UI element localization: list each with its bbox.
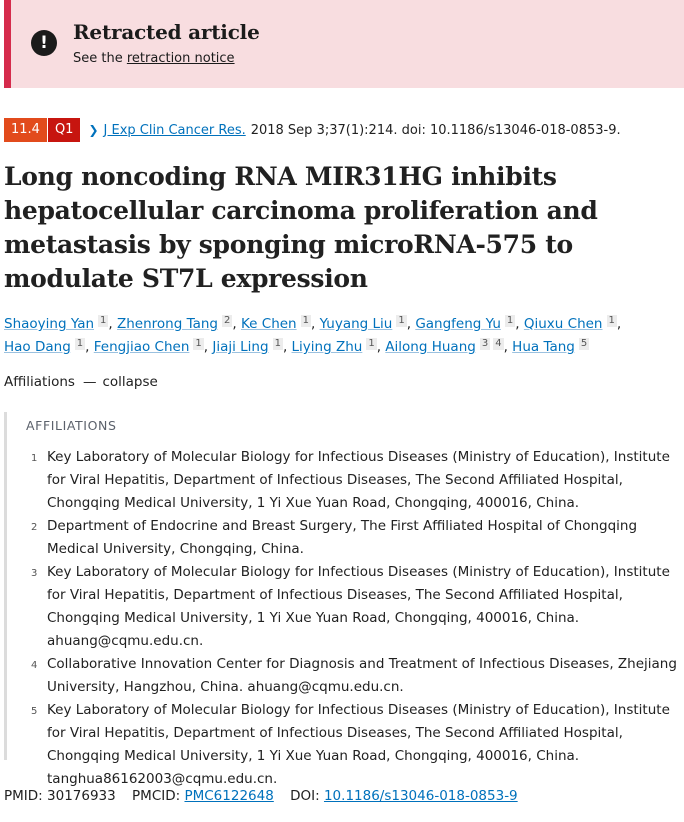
citation-row bbox=[4, 118, 621, 142]
affiliation-ref[interactable]: 1 bbox=[302, 315, 309, 326]
pmcid-label: PMCID: bbox=[132, 788, 181, 804]
author-name-link[interactable]: Liying Zhu bbox=[291, 339, 363, 355]
quartile-badge: Q1 bbox=[48, 118, 81, 142]
affiliation-ref[interactable]: 5 bbox=[580, 338, 588, 349]
affiliations-toggle[interactable]: Affiliations — collapse bbox=[4, 374, 158, 390]
affiliation-ref[interactable]: 1 bbox=[368, 338, 375, 349]
author-item bbox=[415, 316, 524, 332]
retraction-notice-link[interactable]: retraction notice bbox=[126, 51, 235, 66]
affiliation-number: 4 bbox=[31, 660, 38, 671]
journal-link[interactable]: J Exp Clin Cancer Res. bbox=[103, 122, 246, 138]
affiliation-ref[interactable]: 1 bbox=[506, 315, 514, 326]
author-item bbox=[385, 339, 512, 355]
author-name-link[interactable]: Ailong Huang bbox=[385, 339, 476, 355]
affiliation-number: 1 bbox=[31, 453, 38, 464]
author-name-link[interactable]: Jiaji Ling bbox=[212, 339, 269, 355]
affiliation-ref[interactable]: 1 bbox=[100, 315, 107, 326]
retraction-subtext bbox=[73, 51, 235, 66]
author-item bbox=[212, 339, 291, 355]
author-separator: , bbox=[515, 316, 524, 332]
affiliation-ref[interactable]: 1 bbox=[608, 315, 615, 326]
author-item bbox=[320, 316, 416, 332]
author-name-link[interactable]: Fengjiao Chen bbox=[93, 339, 190, 355]
affiliation-ref[interactable]: 1 bbox=[398, 315, 405, 326]
author-separator: , bbox=[310, 316, 320, 332]
collapse-link[interactable]: collapse bbox=[102, 374, 158, 390]
author-name-link[interactable]: Shaoying Yan bbox=[4, 316, 95, 332]
affiliation-item bbox=[23, 653, 683, 699]
chevron-right-icon[interactable]: ❯ bbox=[88, 123, 99, 137]
affiliation-text: Key Laboratory of Molecular Biology for Infectious Diseases (Ministry of Education), Institute for Viral Hepatitis, Department of Infectious Diseases, The Second Affiliated Hospital, Chongqing Medical University, 1 Yi Xue Yuan Road, Chongqing, 400016, China. tanghua86162003@cqmu.edu.cn. bbox=[47, 702, 670, 787]
author-item bbox=[292, 339, 386, 355]
impact-factor-badge: 11.4 bbox=[4, 118, 47, 142]
affiliation-ref[interactable]: 1 bbox=[76, 338, 84, 349]
affiliation-number: 3 bbox=[31, 568, 38, 579]
pmid-label: PMID: bbox=[4, 788, 43, 804]
affiliation-ref[interactable]: 4 bbox=[495, 338, 502, 349]
affiliation-item bbox=[23, 515, 683, 561]
author-name-link[interactable]: Gangfeng Yu bbox=[415, 316, 501, 332]
author-item bbox=[94, 339, 213, 355]
retraction-title: Retracted article bbox=[73, 20, 260, 44]
affiliation-text: Key Laboratory of Molecular Biology for Infectious Diseases (Ministry of Education), Institute for Viral Hepatitis, Department of Infectious Diseases, The Second Affiliated Hospital, Chongqing Medical University, 1 Yi Xue Yuan Road, Chongqing, 400016, China. bbox=[47, 449, 670, 511]
retraction-prefix: See the bbox=[73, 51, 123, 66]
affiliation-item bbox=[23, 446, 683, 515]
citation-details: 2018 Sep 3;37(1):214. doi: 10.1186/s13046-018-0853-9. bbox=[250, 122, 621, 138]
affiliation-item bbox=[23, 699, 683, 791]
affiliations-heading: AFFILIATIONS bbox=[26, 418, 117, 433]
article-identifiers bbox=[4, 788, 518, 804]
author-item bbox=[512, 339, 589, 355]
affiliation-item bbox=[23, 561, 683, 653]
author-separator: , bbox=[108, 316, 117, 332]
affiliation-ref[interactable]: 1 bbox=[274, 338, 281, 349]
affiliation-ref[interactable]: 3 bbox=[481, 338, 489, 349]
author-name-link[interactable]: Hao Dang bbox=[4, 339, 71, 355]
affiliation-text: Collaborative Innovation Center for Diagnosis and Treatment of Infectious Diseases, Zhejiang University, Hangzhou, China. ahuang@cqmu.edu.cn. bbox=[47, 656, 677, 695]
doi-label: DOI: bbox=[290, 788, 320, 804]
pmcid-link[interactable]: PMC6122648 bbox=[184, 788, 274, 804]
author-item bbox=[4, 316, 117, 332]
author-separator: , bbox=[85, 339, 94, 355]
affiliation-number: 5 bbox=[31, 706, 38, 717]
author-name-link[interactable]: Qiuxu Chen bbox=[523, 316, 603, 332]
author-separator: , bbox=[376, 339, 386, 355]
author-separator: , bbox=[503, 339, 513, 355]
author-name-link[interactable]: Hua Tang bbox=[512, 339, 575, 355]
affiliation-number: 2 bbox=[31, 522, 38, 533]
affiliation-text: Department of Endocrine and Breast Surgery, The First Affiliated Hospital of Chongqing Medical University, Chongqing, China. bbox=[47, 518, 638, 557]
exclamation-circle-icon: ! bbox=[31, 30, 57, 56]
author-item bbox=[117, 316, 241, 332]
article-title: Long noncoding RNA MIR31HG inhibits hepatocellular carcinoma proliferation and metastasis by sponging microRNA-575 to modulate ST7L expression bbox=[4, 162, 598, 293]
affiliation-text: Key Laboratory of Molecular Biology for Infectious Diseases (Ministry of Education), Institute for Viral Hepatitis, Department of Infectious Diseases, The Second Affiliated Hospital, Chongqing Medical University, 1 Yi Xue Yuan Road, Chongqing, 400016, China. ahuang@cqmu.edu.cn. bbox=[47, 564, 670, 649]
author-separator: , bbox=[616, 316, 622, 332]
affiliations-panel bbox=[4, 412, 684, 787]
author-item bbox=[4, 339, 94, 355]
affiliations-label: Affiliations bbox=[4, 374, 75, 390]
author-name-link[interactable]: Ke Chen bbox=[240, 316, 297, 332]
doi-link[interactable]: 10.1186/s13046-018-0853-9 bbox=[323, 788, 518, 804]
pmid-value: 30176933 bbox=[47, 788, 116, 804]
author-item bbox=[524, 316, 621, 332]
affiliation-ref[interactable]: 2 bbox=[224, 315, 231, 326]
retraction-banner bbox=[4, 0, 684, 88]
author-name-link[interactable]: Yuyang Liu bbox=[319, 316, 393, 332]
author-separator: , bbox=[232, 316, 241, 332]
author-name-link[interactable]: Zhenrong Tang bbox=[117, 316, 219, 332]
author-separator: , bbox=[282, 339, 292, 355]
affiliations-list bbox=[23, 446, 683, 791]
author-item bbox=[241, 316, 320, 332]
author-list bbox=[4, 313, 680, 359]
author-separator: , bbox=[203, 339, 213, 355]
author-separator: , bbox=[406, 316, 416, 332]
affiliation-ref[interactable]: 1 bbox=[195, 338, 202, 349]
